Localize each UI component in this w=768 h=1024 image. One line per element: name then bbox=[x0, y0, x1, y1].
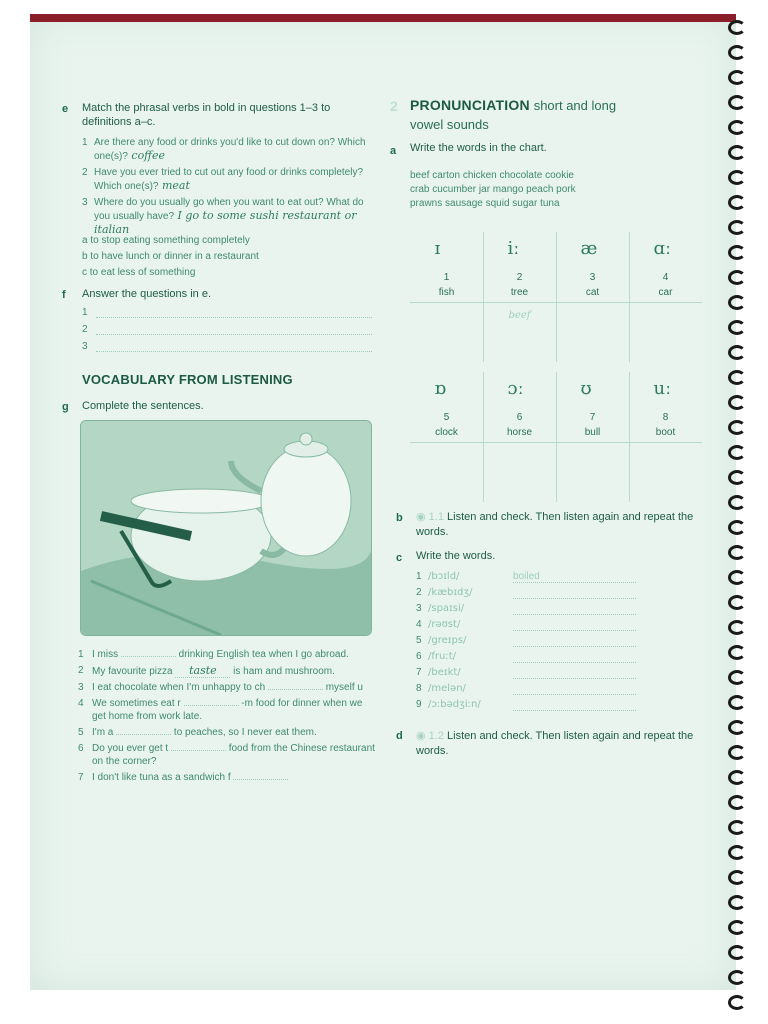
spiral-ring bbox=[728, 895, 746, 910]
definition-letter: b bbox=[82, 251, 91, 262]
exercise-f-instruction: Answer the questions in e. bbox=[82, 288, 212, 300]
word-row: beef carton chicken chocolate cookie bbox=[410, 170, 574, 181]
phonetic-number: 4 bbox=[416, 619, 422, 630]
phonetic-item bbox=[416, 682, 636, 695]
phonetic-answer[interactable]: boiled bbox=[513, 570, 636, 583]
phonetic-number: 5 bbox=[416, 635, 422, 646]
phonetic-item bbox=[416, 634, 636, 647]
phoneme-icon: uː bbox=[653, 378, 672, 399]
exercise-e-letter: e bbox=[62, 103, 69, 115]
spiral-ring bbox=[728, 495, 746, 510]
chart-answer-cell[interactable] bbox=[556, 450, 629, 500]
sentence-end: food from the Chinese restaurant on the corner? bbox=[92, 743, 375, 767]
word-box bbox=[410, 169, 700, 211]
sentence-end: drinking English tea when I go abroad. bbox=[175, 649, 349, 660]
sentence-start: I miss bbox=[92, 649, 121, 660]
pronunciation-heading-rest: short and long bbox=[533, 98, 617, 113]
exercise-d-track: 1.2 bbox=[428, 730, 444, 742]
exercise-g-instruction: Complete the sentences. bbox=[82, 400, 204, 412]
phonetic-number: 6 bbox=[416, 651, 422, 662]
question-item bbox=[82, 196, 372, 237]
chart-column-word: clock bbox=[435, 427, 458, 438]
sentence-start: We sometimes eat r bbox=[92, 698, 184, 709]
answer-line[interactable] bbox=[82, 323, 372, 336]
word-row: crab cucumber jar mango peach pork bbox=[410, 184, 576, 195]
phonetic-item bbox=[416, 618, 636, 631]
section-number: 2 bbox=[390, 98, 398, 114]
answer-line-blank[interactable] bbox=[96, 306, 372, 318]
chart-column-number: 1 bbox=[443, 272, 450, 283]
spiral-ring bbox=[728, 745, 746, 760]
phoneme-icon: ɪ bbox=[434, 238, 441, 259]
chart-column-word: tree bbox=[510, 287, 529, 298]
spiral-ring bbox=[728, 845, 746, 860]
spiral-ring bbox=[728, 520, 746, 535]
phonetic-answer[interactable] bbox=[513, 586, 636, 599]
chart-answer-cell[interactable] bbox=[410, 450, 483, 500]
chart-row-divider bbox=[410, 442, 702, 443]
chart-column-number: 3 bbox=[589, 272, 596, 283]
spiral-ring bbox=[728, 820, 746, 835]
sentence-blank[interactable] bbox=[171, 750, 226, 751]
phoneme-icon: ʊ bbox=[580, 378, 592, 399]
phonetic-item bbox=[416, 698, 636, 711]
sentence-item bbox=[78, 771, 378, 784]
sentence-number: 4 bbox=[78, 698, 84, 709]
phonetic-transcription: /beɪkt/ bbox=[428, 667, 461, 678]
chart-column-word: bull bbox=[584, 427, 601, 438]
exercise-d-letter: d bbox=[396, 730, 403, 742]
spiral-binding bbox=[728, 20, 742, 1020]
vocab-sentences bbox=[78, 648, 378, 787]
exercise-f-letter: f bbox=[62, 289, 66, 301]
phonetic-transcription: /melən/ bbox=[428, 683, 466, 694]
spiral-ring bbox=[728, 20, 746, 35]
sentence-blank[interactable] bbox=[116, 734, 171, 735]
spiral-ring bbox=[728, 545, 746, 560]
audio-icon[interactable]: ◉ bbox=[416, 730, 426, 742]
phonetic-answer[interactable] bbox=[513, 602, 636, 615]
spiral-ring bbox=[728, 470, 746, 485]
exercise-e-questions bbox=[82, 136, 372, 240]
sentence-item bbox=[78, 681, 378, 694]
sentence-item bbox=[78, 742, 378, 768]
spiral-ring bbox=[728, 670, 746, 685]
pronunciation-heading: PRONUNCIATION bbox=[410, 97, 530, 113]
handwritten-answer[interactable]: meat bbox=[158, 179, 190, 192]
sentence-start: I'm a bbox=[92, 727, 117, 738]
sentence-number: 6 bbox=[78, 743, 84, 754]
question-number: 1 bbox=[82, 137, 88, 148]
exercise-e-instruction: Match the phrasal verbs in bold in questions 1–3 to definitions a–c. bbox=[82, 102, 331, 128]
phonetic-answer[interactable] bbox=[513, 634, 636, 647]
exercise-c-letter: c bbox=[396, 552, 403, 564]
spiral-ring bbox=[728, 320, 746, 335]
phoneme-icon: ɔː bbox=[507, 378, 524, 399]
pronunciation-subheading: vowel sounds bbox=[410, 117, 489, 132]
exercise-a-instruction: Write the words in the chart. bbox=[410, 142, 547, 154]
phoneme-icon: ɒ bbox=[434, 378, 447, 399]
sentence-end: myself u bbox=[322, 682, 363, 693]
spiral-ring bbox=[728, 595, 746, 610]
sentence-start: My favourite pizza bbox=[92, 666, 176, 677]
answer-line-number: 3 bbox=[82, 341, 88, 352]
sentence-blank[interactable] bbox=[121, 656, 176, 657]
phonetic-transcription: /greɪps/ bbox=[428, 635, 467, 646]
spiral-ring bbox=[728, 645, 746, 660]
sentence-item bbox=[78, 648, 378, 661]
definition-item bbox=[82, 266, 372, 279]
spiral-ring bbox=[728, 570, 746, 585]
phonetic-item bbox=[416, 666, 636, 679]
answer-line-number: 2 bbox=[82, 324, 88, 335]
phonetic-number: 3 bbox=[416, 603, 422, 614]
question-number: 3 bbox=[82, 197, 88, 208]
exercise-d-instruction: Listen and check. Then listen again and repeat the words. bbox=[416, 730, 694, 757]
word-row: prawns sausage squid sugar tuna bbox=[410, 198, 560, 209]
exercise-b-instruction: Listen and check. Then listen again and repeat the words. bbox=[416, 511, 694, 538]
vocab-heading: VOCABULARY FROM LISTENING bbox=[82, 372, 293, 387]
definition-item bbox=[82, 250, 372, 263]
sentence-blank[interactable] bbox=[233, 779, 288, 780]
sentence-item bbox=[78, 697, 378, 723]
sentence-start: I don't like tuna as a sandwich f bbox=[92, 772, 234, 783]
chart-column-number: 5 bbox=[443, 412, 450, 423]
chart-column-word: boot bbox=[655, 427, 676, 438]
phonetic-transcription: /fruːt/ bbox=[428, 651, 456, 662]
phonetic-number: 7 bbox=[416, 667, 422, 678]
exercise-c-items bbox=[416, 570, 636, 714]
chart-column-word: car bbox=[658, 287, 673, 298]
sentence-number: 1 bbox=[78, 649, 84, 660]
sentence-end: -m food for dinner when we get home from work late. bbox=[92, 698, 363, 722]
exercise-f-lines bbox=[82, 306, 372, 357]
phonetic-answer[interactable] bbox=[513, 618, 636, 631]
spiral-ring bbox=[728, 970, 746, 985]
sentence-blank[interactable] bbox=[268, 689, 323, 690]
spiral-ring bbox=[728, 245, 746, 260]
spiral-ring bbox=[728, 870, 746, 885]
phonetic-transcription: /rəʊst/ bbox=[428, 619, 461, 630]
chart-answer-cell[interactable] bbox=[483, 450, 556, 500]
spiral-ring bbox=[728, 395, 746, 410]
spiral-ring bbox=[728, 945, 746, 960]
sentence-start: I eat chocolate when I'm unhappy to ch bbox=[92, 682, 268, 693]
spiral-ring bbox=[728, 720, 746, 735]
spiral-ring bbox=[728, 170, 746, 185]
spiral-ring bbox=[728, 920, 746, 935]
spiral-ring bbox=[728, 345, 746, 360]
phonetic-item bbox=[416, 586, 636, 599]
spiral-ring bbox=[728, 95, 746, 110]
chart-answer-cell[interactable] bbox=[629, 450, 702, 500]
definition-text: to eat less of something bbox=[89, 267, 196, 278]
phonetic-answer[interactable] bbox=[513, 698, 636, 711]
question-text: Are there any food or drinks you'd like to cut down on? Which one(s)? bbox=[94, 137, 366, 162]
sentence-end: is ham and mushroom. bbox=[230, 666, 335, 677]
chart-answer-cell[interactable] bbox=[410, 310, 483, 360]
chart-example-word: beef bbox=[508, 310, 531, 321]
definition-item bbox=[82, 234, 372, 247]
handwritten-answer[interactable]: coffee bbox=[127, 149, 165, 162]
sentence-number: 3 bbox=[78, 682, 84, 693]
phonetic-number: 1 bbox=[416, 571, 422, 582]
question-text: Have you ever tried to cut out any food or drinks completely? Which one(s)? bbox=[94, 167, 364, 192]
handwritten-answer[interactable]: I go to some sushi restaurant or italian bbox=[94, 209, 357, 236]
spiral-ring bbox=[728, 795, 746, 810]
sentence-end: to peaches, so I never eat them. bbox=[171, 727, 317, 738]
spiral-ring bbox=[728, 270, 746, 285]
phonetic-number: 8 bbox=[416, 683, 422, 694]
definition-text: to have lunch or dinner in a restaurant bbox=[90, 251, 259, 262]
spiral-ring bbox=[728, 770, 746, 785]
sentence-blank[interactable] bbox=[184, 705, 239, 706]
phoneme-icon: æ bbox=[580, 238, 598, 259]
phoneme-icon: iː bbox=[507, 238, 520, 259]
spiral-ring bbox=[728, 45, 746, 60]
spiral-ring bbox=[728, 70, 746, 85]
question-number: 2 bbox=[82, 167, 88, 178]
phonetic-answer[interactable] bbox=[513, 666, 636, 679]
chart-answer-cell[interactable] bbox=[629, 310, 702, 360]
spiral-ring bbox=[728, 995, 746, 1010]
exercise-b-track: 1.1 bbox=[428, 511, 444, 523]
answer-line-blank[interactable] bbox=[96, 340, 372, 352]
spiral-ring bbox=[728, 120, 746, 135]
sentence-number: 2 bbox=[78, 665, 84, 676]
chart-column-number: 8 bbox=[662, 412, 669, 423]
answer-line[interactable] bbox=[82, 306, 372, 319]
question-text: Where do you usually go when you want to eat out? What do you usually have? bbox=[94, 197, 364, 222]
sentence-item bbox=[78, 664, 378, 678]
definition-letter: c bbox=[82, 267, 90, 278]
sentence-number: 7 bbox=[78, 772, 84, 783]
chart-column-word: horse bbox=[506, 427, 532, 438]
exercise-b bbox=[416, 510, 706, 540]
chart-answer-cell[interactable] bbox=[483, 310, 556, 360]
phonetic-transcription: /spaɪsi/ bbox=[428, 603, 465, 614]
pronunciation-title bbox=[410, 97, 616, 113]
phonetic-transcription: /bɔɪld/ bbox=[428, 571, 460, 582]
spiral-ring bbox=[728, 145, 746, 160]
phonetic-answer[interactable] bbox=[513, 682, 636, 695]
spiral-ring bbox=[728, 370, 746, 385]
exercise-e-definitions bbox=[82, 234, 372, 282]
definition-text: to stop eating something completely bbox=[90, 235, 250, 246]
spiral-ring bbox=[728, 695, 746, 710]
chart-column-number: 4 bbox=[662, 272, 669, 283]
chart-row-divider bbox=[410, 302, 702, 303]
phoneme-icon: ɑː bbox=[653, 238, 672, 259]
spiral-ring bbox=[728, 620, 746, 635]
phonetic-transcription: /ɔːbədʒiːn/ bbox=[428, 699, 481, 710]
question-item bbox=[82, 166, 372, 193]
spiral-ring bbox=[728, 195, 746, 210]
exercise-c-instruction: Write the words. bbox=[416, 550, 496, 562]
exercise-g-letter: g bbox=[62, 401, 69, 413]
phonetic-answer[interactable] bbox=[513, 650, 636, 663]
teapot-photo bbox=[80, 420, 372, 636]
sentence-number: 5 bbox=[78, 727, 84, 738]
exercise-a-letter: a bbox=[390, 145, 397, 157]
question-item bbox=[82, 136, 372, 163]
chart-column-word: cat bbox=[585, 287, 600, 298]
exercise-d bbox=[416, 729, 706, 759]
phonetic-item bbox=[416, 650, 636, 663]
sentence-start: Do you ever get t bbox=[92, 743, 171, 754]
phonetic-transcription: /kæbɪdʒ/ bbox=[428, 587, 473, 598]
teapot-illustration bbox=[81, 421, 371, 635]
spiral-ring bbox=[728, 295, 746, 310]
spiral-ring bbox=[728, 445, 746, 460]
answer-line[interactable] bbox=[82, 340, 372, 353]
sentence-item bbox=[78, 726, 378, 739]
page-top-border bbox=[30, 14, 736, 22]
chart-column-number: 7 bbox=[589, 412, 596, 423]
spiral-ring bbox=[728, 420, 746, 435]
spiral-ring bbox=[728, 220, 746, 235]
phonetic-number: 9 bbox=[416, 699, 422, 710]
phonetic-number: 2 bbox=[416, 587, 422, 598]
phonetic-item bbox=[416, 602, 636, 615]
definition-letter: a bbox=[82, 235, 91, 246]
phonetic-item bbox=[416, 570, 636, 583]
sentence-blank[interactable]: taste bbox=[175, 664, 230, 678]
answer-line-number: 1 bbox=[82, 307, 88, 318]
chart-answer-cell[interactable] bbox=[556, 310, 629, 360]
audio-icon[interactable]: ◉ bbox=[416, 511, 426, 523]
chart-column-number: 6 bbox=[516, 412, 523, 423]
answer-line-blank[interactable] bbox=[96, 323, 372, 335]
chart-column-number: 2 bbox=[516, 272, 523, 283]
exercise-b-letter: b bbox=[396, 512, 403, 524]
chart-column-word: fish bbox=[438, 287, 455, 298]
